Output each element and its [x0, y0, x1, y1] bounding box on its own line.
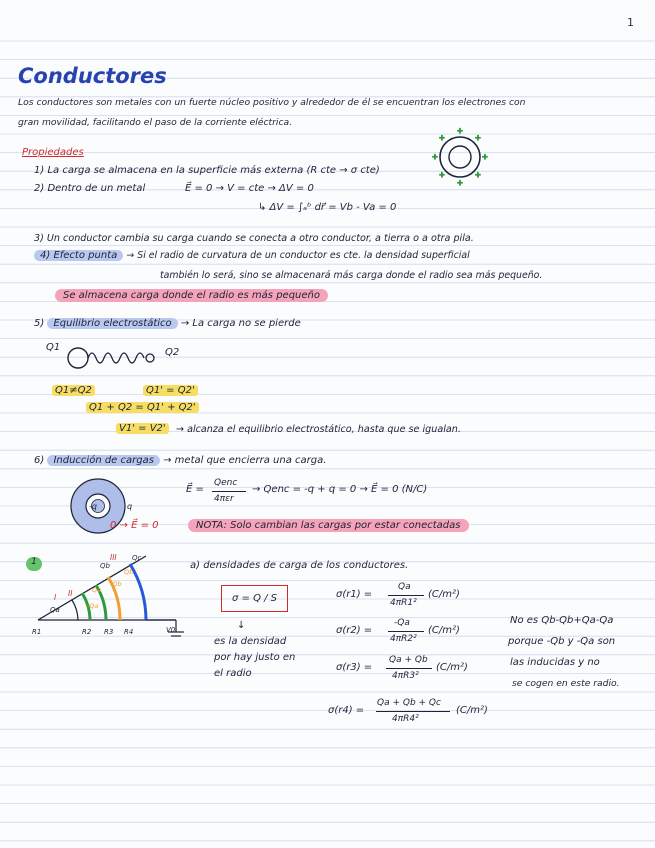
- property-2-chain: E⃗ = 0 → V = cte → ΔV = 0: [185, 183, 314, 194]
- svg-text:+: +: [439, 134, 445, 142]
- sigma-box: σ = Q / S: [221, 585, 288, 612]
- property-6-label: Inducción de cargas: [47, 455, 159, 466]
- charge-qb-label: Qb: [100, 562, 110, 570]
- page-number: 1: [627, 16, 634, 29]
- sigma-arrow: ↓: [237, 620, 246, 631]
- sigma-r2-num: -Qa: [394, 618, 410, 628]
- gauss-denominator: 4πεr: [214, 494, 234, 504]
- property-4-text: → Si el radio de curvatura de un conductor es cte. la densidad superficial: [126, 250, 470, 261]
- exercise-a: a) densidades de carga de los conductores.: [190, 560, 409, 571]
- gauss-numerator: Qenc: [214, 478, 238, 488]
- side-note-2: porque -Qb y -Qa son: [508, 636, 616, 647]
- sigma-r3-den: 4πR3²: [392, 671, 419, 681]
- property-4-line: [34, 250, 470, 261]
- sigma-note-3: el radio: [214, 668, 252, 679]
- sigma-r4-num: Qa + Qb + Qc: [377, 698, 441, 708]
- sigma-r3-line: [386, 668, 432, 669]
- eq-q1-neq-q2: Q1≠Q2: [52, 385, 95, 396]
- region-ii-label: II: [68, 589, 73, 598]
- sigma-r2-line: [388, 631, 424, 632]
- eq-potential-equal: V1' = V2': [116, 423, 169, 434]
- sigma-r4-line: [376, 711, 450, 712]
- radius-r1-label: R1: [32, 628, 42, 636]
- property-6-line: 6) Inducción de cargas → metal que encierra una carga.: [34, 455, 327, 466]
- svg-text:+: +: [475, 171, 481, 179]
- side-note-4: se cogen en este radio.: [512, 678, 620, 689]
- radius-r2-label: R2: [82, 628, 92, 636]
- e-zero-label: 0 → E⃗ = 0: [110, 520, 159, 531]
- inner-charge-label: -q: [89, 502, 97, 511]
- svg-text:+: +: [439, 171, 445, 179]
- two-conductors-diagram: [66, 343, 166, 373]
- sigma-r1-line: [388, 595, 424, 596]
- svg-text:+: +: [475, 134, 481, 142]
- radius-r4-label: R4: [124, 628, 134, 636]
- charge-qb-outer-label: Qb: [124, 568, 134, 576]
- property-5-label: Equilibrio electrostático: [47, 318, 177, 329]
- property-3: 3) Un conductor cambia su carga cuando se conecta a otro conductor, a tierra o a otra pila.: [34, 233, 474, 244]
- charge-qa-label: Qa: [50, 606, 60, 614]
- sigma-r2-lhs: σ(r2) =: [336, 625, 373, 636]
- intro-line-2: gran movilidad, facilitando el paso de la corriente eléctrica.: [18, 117, 293, 128]
- sigma-note-1: es la densidad: [214, 636, 287, 647]
- property-6-text: → metal que encierra una carga.: [163, 455, 327, 466]
- charge-neg-qa-label: -Qa: [87, 602, 99, 610]
- spherical-conductors-diagram: [28, 548, 208, 648]
- eq-q-prime-equal: Q1' = Q2': [143, 385, 198, 396]
- side-note-3: las inducidas y no: [510, 657, 600, 668]
- sigma-r2-den: 4πR2²: [390, 634, 417, 644]
- sigma-r4-unit: (C/m²): [456, 705, 488, 716]
- q2-label: Q2: [165, 347, 180, 358]
- sigma-r4-lhs: σ(r4) =: [328, 705, 365, 716]
- svg-text:+: +: [432, 153, 438, 161]
- sigma-r3-num: Qa + Qb: [389, 655, 428, 665]
- region-i-label: I: [54, 593, 57, 602]
- gauss-lhs: E⃗ =: [186, 484, 204, 495]
- conductor-charge-icon: [430, 127, 490, 187]
- outer-charge-label: q: [127, 502, 133, 511]
- sigma-r4-den: 4πR4²: [392, 714, 419, 724]
- sigma-r1-den: 4πR1²: [390, 598, 417, 608]
- sigma-r3-lhs: σ(r3) =: [336, 662, 373, 673]
- charge-neg-qb-label: -Qb: [110, 580, 122, 588]
- property-2: 2) Dentro de un metal: [34, 183, 146, 194]
- property-4-highlight: Se almacena carga donde el radio es más pequeño: [55, 289, 328, 302]
- charge-qa-outer-label: Qa: [92, 586, 102, 594]
- eq-potential-text: → alcanza el equilibrio electrostático, hasta que se igualan.: [176, 424, 461, 435]
- property-1: 1) La carga se almacena en la superficie más externa (R cte → σ cte): [34, 165, 380, 176]
- page-title: Conductores: [18, 64, 167, 88]
- sigma-note-2: por hay justo en: [214, 652, 296, 663]
- ground-label: V0: [166, 626, 176, 634]
- property-2-integral: ↳ ΔV = ∫ₐᵇ dr⃗ = Vb - Va = 0: [258, 202, 397, 213]
- region-iii-label: III: [110, 553, 117, 562]
- eq-charge-conservation: Q1 + Q2 = Q1' + Q2': [86, 402, 199, 413]
- exercise-number-badge: 1: [26, 557, 42, 571]
- svg-text:+: +: [482, 153, 488, 161]
- property-5-text: → La carga no se pierde: [180, 318, 301, 329]
- charge-qc-label: Qc: [132, 554, 142, 562]
- sigma-r1-unit: (C/m²): [428, 589, 460, 600]
- property-4-label: 4) Efecto punta: [34, 250, 123, 261]
- q1-label: Q1: [46, 342, 61, 353]
- intro-line-1: Los conductores son metales con un fuerte núcleo positivo y alrededor de él se encuentran los electrones con: [18, 97, 526, 108]
- property-5-line: 5) Equilibrio electrostático → La carga no se pierde: [34, 318, 301, 329]
- gauss-fraction-line: [212, 491, 246, 492]
- properties-heading: Propiedades: [22, 147, 84, 158]
- sigma-r3-unit: (C/m²): [436, 662, 468, 673]
- radius-r3-label: R3: [104, 628, 114, 636]
- side-note-1: No es Qb-Qb+Qa-Qa: [510, 615, 614, 626]
- svg-text:+: +: [457, 179, 463, 187]
- sigma-r1-num: Qa: [398, 582, 411, 592]
- sigma-r2-unit: (C/m²): [428, 625, 460, 636]
- property-4-text-2: también lo será, sino se almacenará más carga donde el radio sea más pequeño.: [160, 270, 543, 281]
- gauss-text: → Qenc = -q + q = 0 → E⃗ = 0 (N/C): [252, 484, 428, 495]
- nota-highlight: NOTA: Solo cambian las cargas por estar conectadas: [188, 519, 469, 532]
- svg-text:+: +: [457, 127, 463, 135]
- sigma-r1-lhs: σ(r1) =: [336, 589, 373, 600]
